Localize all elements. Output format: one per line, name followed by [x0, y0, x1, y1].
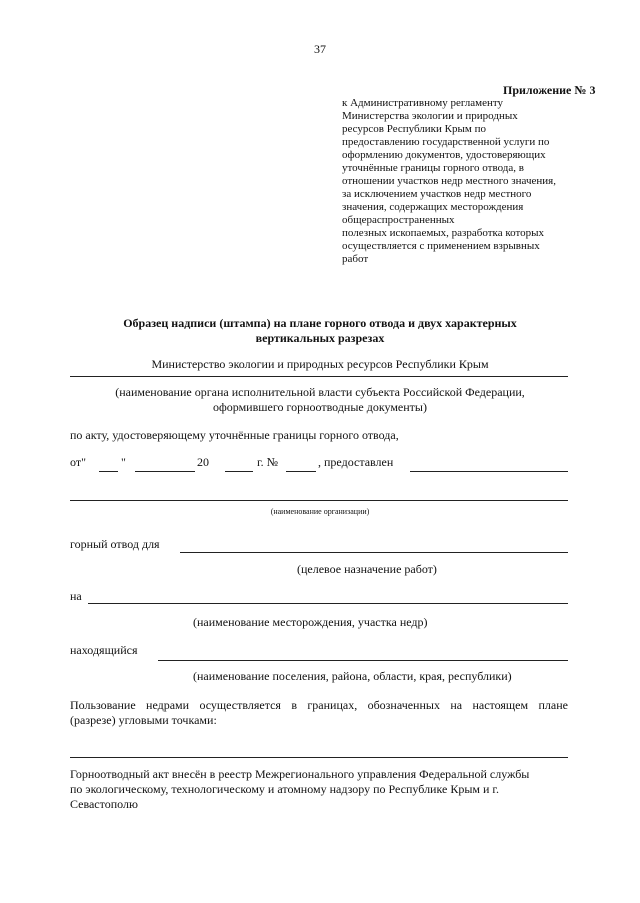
usage-line1 [70, 698, 568, 712]
registry-line2: по экологическому, технологическому и атомному надзору по Республике Крым и г. [70, 782, 499, 796]
year-field[interactable] [225, 471, 253, 472]
usage-word: обозначенных [367, 698, 440, 712]
usage-word: границах, [307, 698, 358, 712]
appendix-line: отношении участков недр местного значения, [342, 175, 556, 187]
authority-caption-line1: (наименование органа исполнительной власти субъекта Российской Федерации, [115, 385, 525, 399]
ministry-name: Министерство экологии и природных ресурсов Республики Крым [151, 357, 489, 371]
appendix-line: осуществляется с применением взрывных [342, 240, 540, 252]
usage-word: настоящем [472, 698, 529, 712]
stamp-heading-line1: Образец надписи (штампа) на плане горного отвода и двух характерных [123, 316, 517, 330]
usage-word: на [450, 698, 463, 712]
usage-word: в [291, 698, 297, 712]
month-field[interactable] [135, 471, 195, 472]
purpose-caption: (целевое назначение работ) [297, 562, 437, 576]
appendix-text [342, 97, 556, 266]
mining-for-label: горный отвод для [70, 537, 160, 551]
located-label: находящийся [70, 643, 138, 657]
appendix-line: к Административному регламенту [342, 97, 504, 109]
act-line: по акту, удостоверяющему уточнённые границы горного отвода, [70, 428, 399, 442]
corner-points-field[interactable] [70, 757, 568, 758]
usage-word: недрами [146, 698, 190, 712]
registry-line1: Горноотводный акт внесён в реестр Межрегионального управления Федеральной службы [70, 767, 530, 781]
year-prefix: 20 [197, 455, 209, 469]
provided-label: , предоставлен [318, 455, 394, 469]
organization-caption: (наименование организации) [270, 507, 370, 516]
day-field[interactable] [99, 471, 118, 472]
purpose-field[interactable] [180, 552, 568, 553]
stamp-heading-line2: вертикальных разрезах [255, 331, 385, 345]
usage-line2: (разрезе) угловыми точками: [70, 713, 217, 727]
appendix-line: значения, содержащих месторождения [342, 201, 524, 213]
date-from-label: от" [70, 455, 86, 469]
deposit-field[interactable] [88, 603, 568, 604]
appendix-title: Приложение № 3 [503, 83, 596, 97]
organization-field[interactable] [70, 500, 568, 501]
ministry-underline [70, 376, 568, 377]
appendix-line: работ [342, 253, 369, 265]
appendix-line: предоставлению государственной услуги по [342, 136, 550, 148]
registry-line3: Севастополю [70, 797, 138, 811]
authority-caption-line2: оформившего горноотводные документы) [212, 400, 427, 414]
usage-word: Пользование [70, 698, 136, 712]
provided-field[interactable] [410, 471, 568, 472]
settlement-field[interactable] [158, 660, 568, 661]
deposit-caption: (наименование месторождения, участка недр) [193, 615, 428, 629]
appendix-line: общераспространенных [342, 214, 455, 226]
on-label: на [70, 589, 82, 603]
date-quote: " [121, 455, 126, 469]
appendix-line: оформлению документов, удостоверяющих [342, 149, 546, 161]
appendix-line: ресурсов Республики Крым по [342, 123, 486, 135]
page-number: 37 [314, 42, 326, 56]
usage-word: плане [538, 698, 568, 712]
usage-word: осуществляется [199, 698, 281, 712]
appendix-line: полезных ископаемых, разработка которых [342, 227, 545, 239]
number-label: г. № [257, 455, 279, 469]
appendix-line: уточнённые границы горного отвода, в [342, 162, 524, 174]
settlement-caption: (наименование поселения, района, области, края, республики) [193, 669, 512, 683]
appendix-line: Министерства экологии и природных [342, 110, 518, 122]
number-field[interactable] [286, 471, 316, 472]
appendix-line: за исключением участков недр местного [342, 188, 532, 200]
